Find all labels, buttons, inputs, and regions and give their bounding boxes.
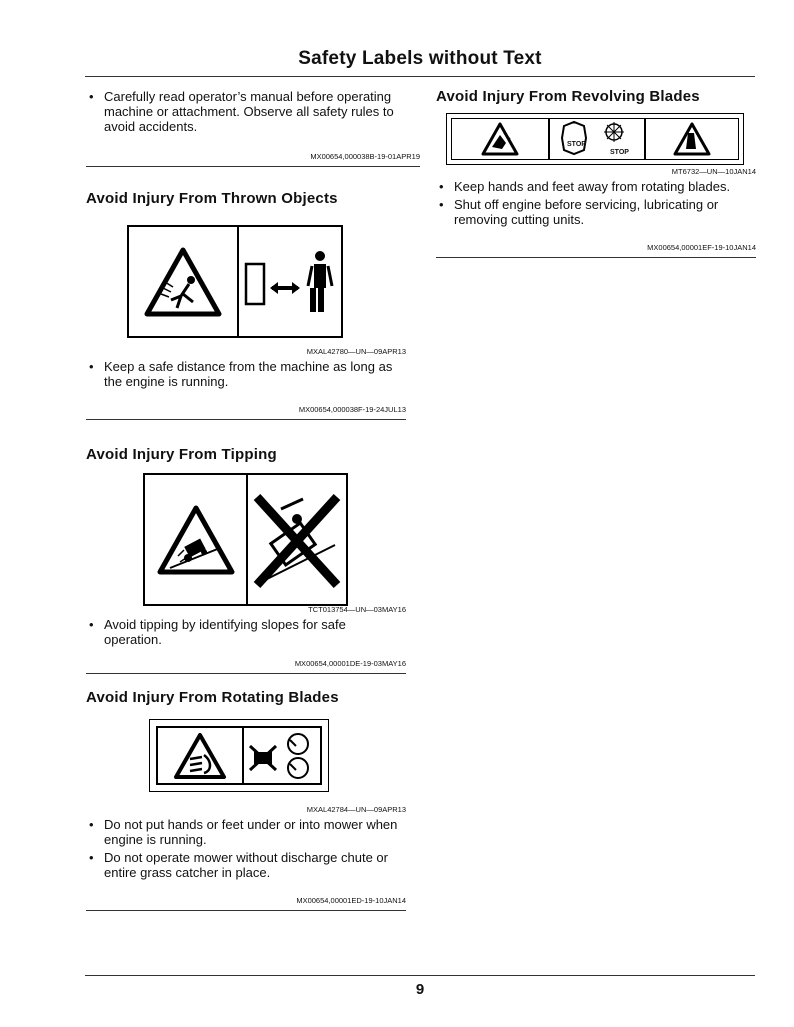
revolving-body	[436, 167, 756, 258]
tipping-body	[86, 605, 406, 674]
intro-code: MX00654,000038B-19-01APR19	[310, 152, 420, 161]
intro-divider	[86, 166, 420, 167]
hand-near-blade-prohibited-icon	[246, 730, 318, 782]
tipping-warning-panel	[145, 475, 246, 604]
hand-blade-warning-icon	[172, 731, 228, 781]
rotating-prohibit-panel	[242, 728, 320, 783]
rotating-sign-frame	[156, 726, 322, 785]
tipping-figure-code: TCT013754—UN—03MAY16	[308, 605, 406, 614]
thrown-heading: Avoid Injury From Thrown Objects	[86, 190, 338, 207]
stop-label-1: STOP	[567, 141, 586, 148]
stop-label-2: STOP	[610, 149, 629, 156]
thrown-figure-code: MXAL42780—UN—09APR13	[306, 347, 406, 356]
rotating-warning-panel	[158, 728, 242, 783]
tipping-prohibit-panel	[246, 475, 346, 604]
revolving-stop-panel	[548, 119, 644, 159]
thrown-section	[86, 190, 420, 207]
thrown-objects-sign	[127, 225, 343, 338]
thrown-object-warning-icon	[141, 242, 225, 322]
header-divider	[85, 76, 755, 77]
rotating-bullet-2: • Do not operate mower without discharge chute or entire grass catcher in place.	[86, 850, 406, 880]
revolving-section	[436, 88, 756, 105]
thrown-distance-panel	[237, 227, 341, 336]
revolving-divider	[436, 257, 756, 258]
thrown-warning-panel	[129, 227, 237, 336]
rotating-blades-sign	[149, 719, 329, 792]
revolving-warning-panel	[452, 119, 548, 159]
thrown-body	[86, 347, 406, 420]
safe-distance-icon	[240, 242, 340, 322]
revolving-bullet-1: • Keep hands and feet away from rotating blades.	[436, 179, 756, 194]
revolving-blades-sign	[446, 113, 744, 165]
foot-blade-warning-icon	[672, 121, 712, 157]
intro-bullet: • Carefully read operator’s manual before operating machine or attachment. Observe all safety rules to avoid accidents.	[86, 89, 420, 134]
revolving-heading: Avoid Injury From Revolving Blades	[436, 88, 700, 105]
tipping-warning-icon	[154, 500, 238, 580]
intro-section	[86, 89, 420, 167]
rotating-divider	[86, 910, 406, 911]
tipping-heading: Avoid Injury From Tipping	[86, 446, 277, 463]
footer-divider	[85, 975, 755, 976]
revolving-foot-panel	[644, 119, 738, 159]
tipping-sign	[143, 473, 348, 606]
thrown-bullet: • Keep a safe distance from the machine as long as the engine is running.	[86, 359, 406, 389]
page-number: 9	[415, 981, 425, 998]
thrown-divider	[86, 419, 406, 420]
revolving-bullet-2: • Shut off engine before servicing, lubricating or removing cutting units.	[436, 197, 756, 227]
page-title: Safety Labels without Text	[298, 48, 542, 69]
tipping-code: MX00654,00001DE-19-03MAY16	[294, 659, 406, 668]
rotating-body	[86, 805, 406, 911]
rotating-bullet-1: • Do not put hands or feet under or into mower when engine is running.	[86, 817, 406, 847]
thrown-code: MX00654,000038F-19-24JUL13	[298, 405, 406, 414]
revolving-figure-code: MT6732—UN—10JAN14	[671, 167, 756, 176]
tipping-bullet: • Avoid tipping by identifying slopes for safe operation.	[86, 617, 406, 647]
rotating-heading: Avoid Injury From Rotating Blades	[86, 689, 339, 706]
tipping-divider	[86, 673, 406, 674]
revolving-sign-frame	[451, 118, 739, 160]
tipping-prohibited-icon	[249, 485, 345, 595]
revolving-code: MX00654,00001EF-19-10JAN14	[647, 243, 756, 252]
rotating-section	[86, 689, 420, 706]
rotating-code: MX00654,00001ED-19-10JAN14	[296, 896, 406, 905]
rotating-figure-code: MXAL42784—UN—09APR13	[306, 805, 406, 814]
cutting-hand-warning-icon	[480, 121, 520, 157]
tipping-section	[86, 446, 420, 463]
